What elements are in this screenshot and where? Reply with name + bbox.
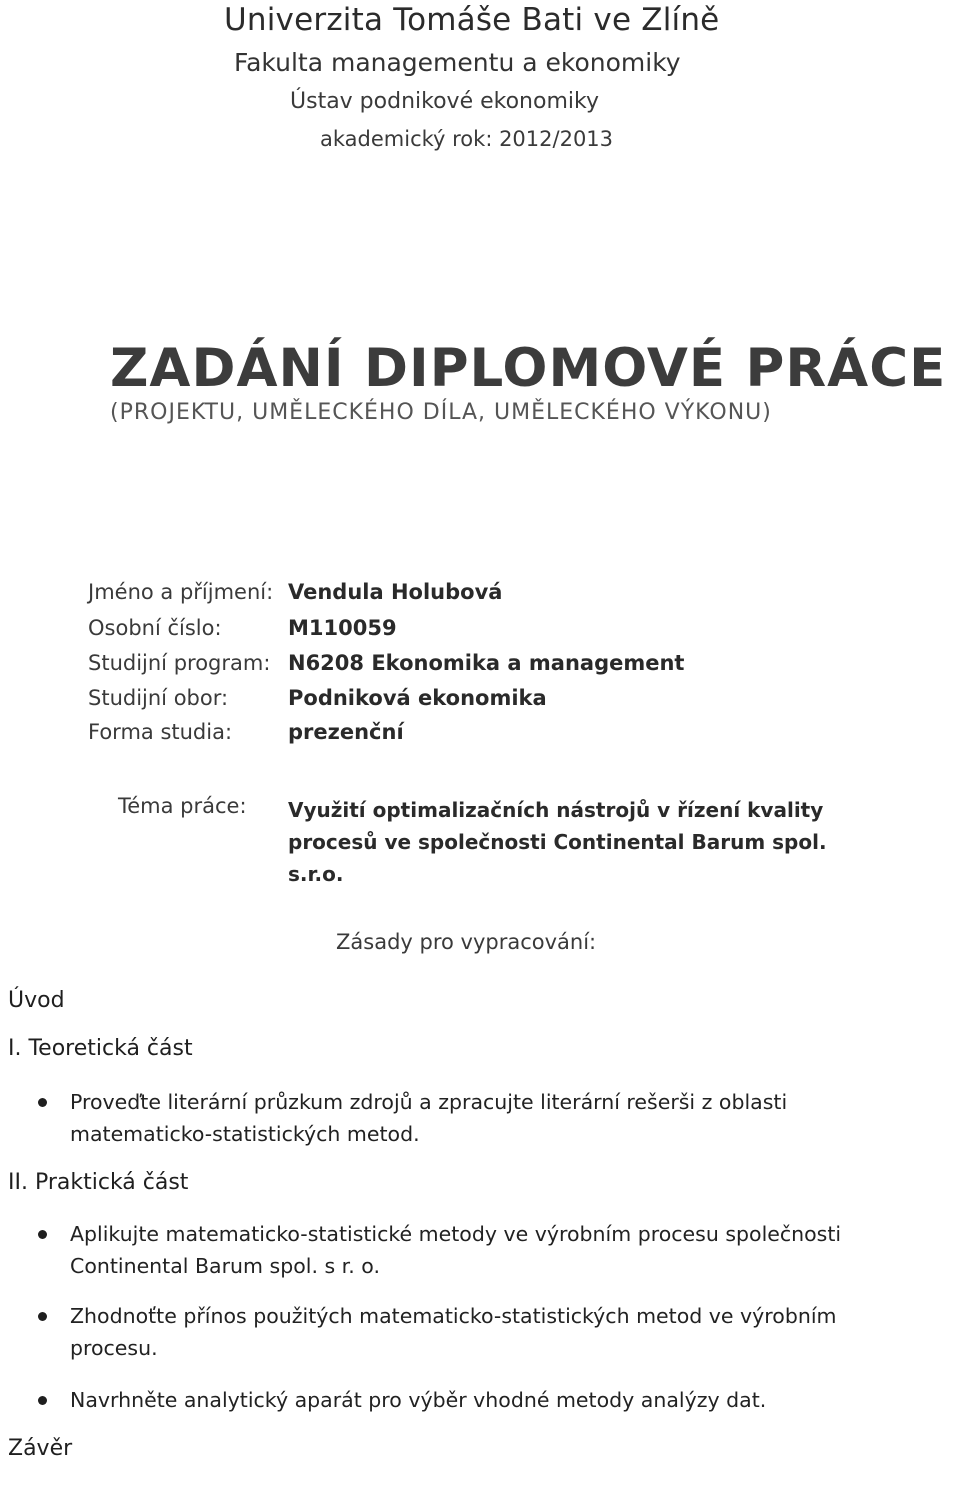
section-theory: I. Teoretická část <box>8 1036 193 1061</box>
name-label: Jméno a příjmení: <box>88 580 274 604</box>
faculty-name: Fakulta managementu a ekonomiky <box>234 48 681 77</box>
program-value: N6208 Ekonomika a management <box>288 651 685 675</box>
topic-label: Téma práce: <box>118 794 247 818</box>
program-label: Studijní program: <box>88 651 271 675</box>
bullet-icon <box>38 1098 47 1107</box>
section-intro: Úvod <box>8 988 65 1013</box>
document-subtitle: (PROJEKTU, UMĚLECKÉHO DÍLA, UMĚLECKÉHO VÝKONU) <box>110 400 772 425</box>
list-item-text: Proveďte literární průzkum zdrojů a zpracujte literární rešerši z oblasti matematicko-statistických metod. <box>70 1090 788 1146</box>
bullet-icon <box>38 1230 47 1239</box>
guidelines-heading: Zásady pro vypracování: <box>336 930 597 954</box>
topic-value: Využití optimalizačních nástrojů v řízení kvality procesů ve společnosti Continental Barum spol. s.r.o. <box>288 798 827 886</box>
bullet-icon <box>38 1312 47 1321</box>
section-practical: II. Praktická část <box>8 1170 189 1195</box>
university-name: Univerzita Tomáše Bati ve Zlíně <box>224 2 720 38</box>
form-value: prezenční <box>288 720 404 744</box>
name-value: Vendula Holubová <box>288 580 503 604</box>
list-item-text: Zhodnoťte přínos použitých matematicko-statistických metod ve výrobním procesu. <box>70 1304 837 1360</box>
document-title: ZADÁNÍ DIPLOMOVÉ PRÁCE <box>110 338 947 399</box>
id-value: M110059 <box>288 616 397 640</box>
field-value: Podniková ekonomika <box>288 686 547 710</box>
academic-year: akademický rok: 2012/2013 <box>320 127 614 151</box>
id-label: Osobní číslo: <box>88 616 222 640</box>
list-item-text: Aplikujte matematicko-statistické metody ve výrobním procesu společnosti Continental Barum spol. s r. o. <box>70 1222 842 1278</box>
bullet-icon <box>38 1396 47 1405</box>
section-conclusion: Závěr <box>8 1436 73 1461</box>
list-item-text: Navrhněte analytický aparát pro výběr vhodné metody analýzy dat. <box>70 1388 767 1412</box>
field-label: Studijní obor: <box>88 686 229 710</box>
institute-name: Ústav podnikové ekonomiky <box>290 89 599 114</box>
form-label: Forma studia: <box>88 720 233 744</box>
